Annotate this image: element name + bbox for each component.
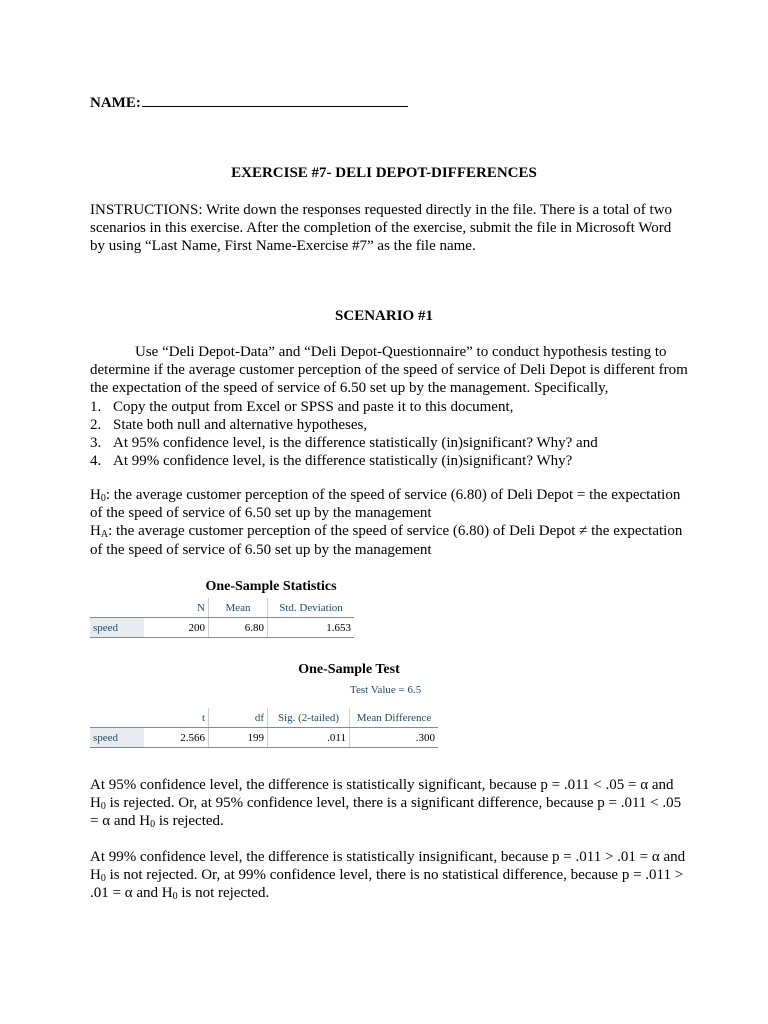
column-header: Mean Difference [350, 708, 439, 728]
null-hypothesis: $H_0$: the average customer perception of the speed of service (6.80) of Deli Depot = the expectation of the speed of service of 6.50 set up by the management [90, 487, 681, 522]
table-row [90, 728, 438, 748]
row-label: speed [90, 728, 144, 748]
list-item: 4. At 99% confidence level, is the difference statistically (in)significant? Why? [90, 453, 573, 470]
n-value: 200 [144, 618, 209, 638]
column-header: t [144, 708, 209, 728]
list-item: 3. At 95% confidence level, is the difference statistically (in)significant? Why? and [90, 435, 598, 452]
scenario-paragraph [90, 343, 690, 470]
scenario-intro: Use “Deli Depot-Data” and “Deli Depot-Questionnaire” to conduct hypothesis testing to determine if the average customer perception of the speed of service of Deli Depot is different from the expectation of the speed of service of 6.50 set up by the management. Specifically, [90, 344, 688, 397]
column-header: Mean [209, 598, 268, 618]
corner-cell [90, 598, 144, 618]
corner-cell [90, 708, 144, 728]
table-header-row [90, 598, 354, 618]
instructions-paragraph [90, 201, 690, 256]
test-table-title: One-Sample Test [298, 662, 400, 677]
exercise-title: EXERCISE #7- DELI DEPOT-DIFFERENCES [231, 165, 537, 181]
instructions-text: INSTRUCTIONS: Write down the responses requested directly in the file. There is a total of two scenarios in this exercise. After the completion of the exercise, submit the file in Microsoft Word by using “Last Name, First Name-Exercise #7” as the file name. [90, 202, 673, 255]
mean-difference-value: .300 [350, 728, 439, 748]
scenario-task-list [90, 398, 690, 471]
row-label: speed [90, 618, 144, 638]
df-value: 199 [209, 728, 268, 748]
sig-value: .011 [268, 728, 350, 748]
t-value: 2.566 [144, 728, 209, 748]
stats-table-title: One-Sample Statistics [205, 579, 337, 594]
one-sample-test-table [90, 708, 438, 748]
name-field-line [90, 92, 408, 112]
conclusion-95-text: At 95% confidence level, the difference is statistically significant, because p = .011 < .05 = α and $H_0$ is rejected. Or, at 95% confidence level, there is a significant difference, because p = .011 < .05 = α and $H_0$ is rejected. [90, 777, 682, 831]
scenario-title: SCENARIO #1 [335, 308, 433, 324]
mean-value: 6.80 [209, 618, 268, 638]
conclusion-99-text: At 99% confidence level, the difference is statistically insignificant, because p = .011 > .01 = α and $H_0$ is not rejected. Or, at 99% confidence level, there is no statistical difference, because p = .011 > .01 = α and $H_0$ is not rejected. [90, 849, 686, 903]
column-header: Std. Deviation [268, 598, 355, 618]
column-header: df [209, 708, 268, 728]
one-sample-statistics-table [90, 598, 354, 638]
column-header: N [144, 598, 209, 618]
column-header: Sig. (2-tailed) [268, 708, 350, 728]
list-item: 2. State both null and alternative hypotheses, [90, 416, 368, 433]
test-value-label: Test Value = 6.5 [350, 684, 422, 696]
conclusion-99-paragraph [90, 848, 690, 903]
table-row [90, 618, 354, 638]
name-label: NAME: [90, 95, 141, 111]
std-deviation-value: 1.653 [268, 618, 355, 638]
list-item: 1. Copy the output from Excel or SPSS and paste it to this document, [90, 398, 514, 415]
table-header-row [90, 708, 438, 728]
conclusion-95-paragraph [90, 776, 690, 831]
alternative-hypothesis: $H_A$: the average customer perception of the speed of service (6.80) of Deli Depot ≠ the expectation of the speed of service of 6.50 set up by the management [90, 523, 683, 558]
hypotheses-paragraph [90, 486, 690, 559]
name-blank-line[interactable] [142, 92, 408, 107]
